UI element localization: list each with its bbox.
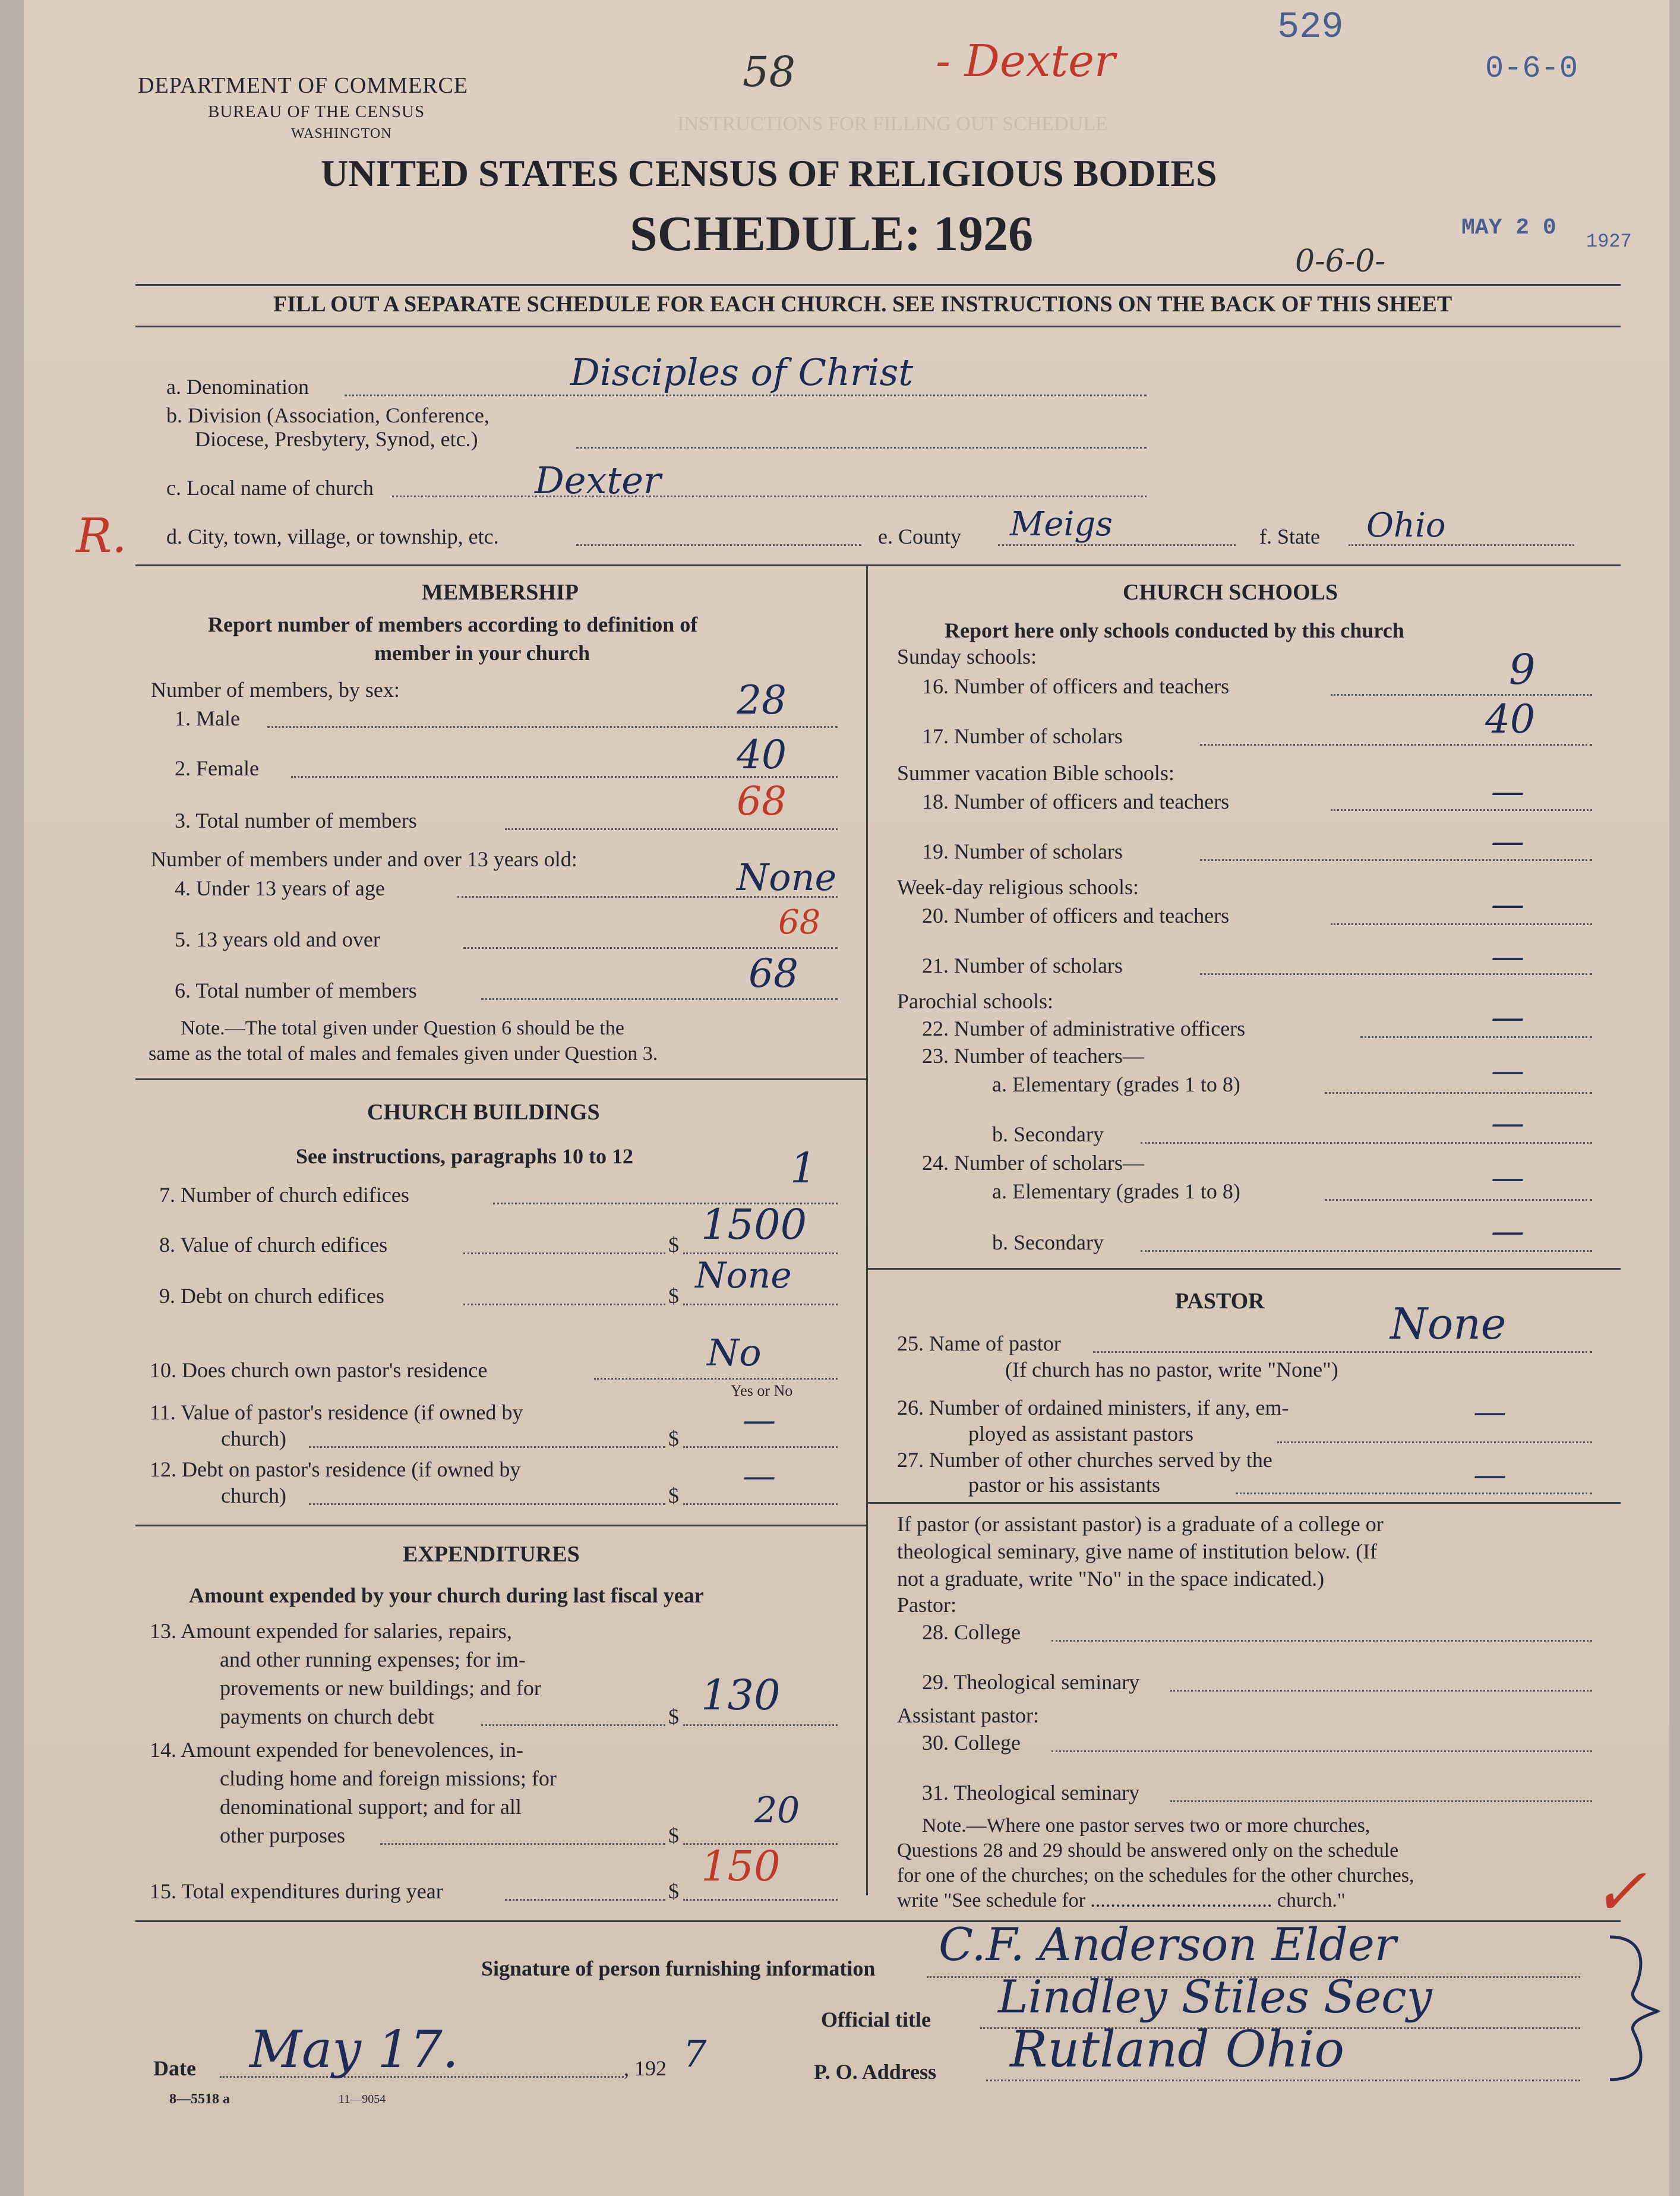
- label-q19: 19. Number of scholars: [922, 840, 1123, 863]
- value-q25-pastor-name: None: [1390, 1299, 1507, 1349]
- label-q14-d: other purposes: [220, 1823, 345, 1847]
- label-q11-b: church): [221, 1427, 286, 1450]
- value-q23-b: —: [1491, 1104, 1524, 1143]
- label-city: d. City, town, village, or township, etc.: [166, 525, 499, 548]
- value-denomination: Disciples of Christ: [570, 351, 914, 394]
- label-q3: 3. Total number of members: [175, 809, 417, 832]
- bleed-through-text: INSTRUCTIONS FOR FILLING OUT SCHEDULE: [677, 113, 1108, 135]
- label-q8: 8. Value of church edifices: [159, 1233, 388, 1257]
- label-q14-c: denominational support; and for all: [220, 1795, 522, 1819]
- label-date: Date: [153, 2056, 196, 2080]
- label-q24-b: b. Secondary: [992, 1230, 1104, 1254]
- dollar-q14: $: [668, 1823, 679, 1847]
- graduate-instr-3: not a graduate, write "No" in the space indicated.): [897, 1567, 1325, 1591]
- buildings-heading: CHURCH BUILDINGS: [367, 1100, 600, 1125]
- value-q24-a: —: [1491, 1159, 1524, 1197]
- dollar-q11: $: [668, 1427, 679, 1450]
- label-year: , 192: [624, 2056, 667, 2080]
- label-q14-b: cluding home and foreign missions; for: [220, 1766, 557, 1790]
- dollar-q12: $: [668, 1484, 679, 1507]
- value-q10-residence: No: [707, 1331, 762, 1374]
- label-q9: 9. Debt on church edifices: [159, 1284, 384, 1308]
- label-parochial: Parochial schools:: [897, 989, 1053, 1013]
- label-q5: 5. 13 years old and over: [175, 927, 380, 951]
- department-name: DEPARTMENT OF COMMERCE: [138, 73, 469, 98]
- label-state: f. State: [1259, 525, 1320, 548]
- value-q27: —: [1473, 1456, 1507, 1494]
- label-q2: 2. Female: [175, 756, 259, 780]
- q25-hint: (If church has no pastor, write "None"): [1005, 1358, 1338, 1381]
- bureau-name: BUREAU OF THE CENSUS: [208, 102, 425, 121]
- label-q21: 21. Number of scholars: [922, 954, 1123, 977]
- value-q2-female: 40: [737, 732, 787, 778]
- value-q24-b: —: [1491, 1212, 1524, 1251]
- dollar-q8: $: [668, 1233, 679, 1257]
- dollar-q13: $: [668, 1705, 679, 1728]
- label-q7: 7. Number of church edifices: [159, 1183, 409, 1207]
- print-number: 11—9054: [339, 2093, 386, 2106]
- label-q6: 6. Total number of members: [175, 979, 417, 1002]
- label-q13-c: provements or new buildings; and for: [220, 1676, 541, 1700]
- annotation-58: 58: [743, 48, 796, 96]
- annotation-r: R.: [76, 508, 127, 563]
- label-q28: 28. College: [922, 1620, 1021, 1644]
- label-county: e. County: [878, 525, 961, 548]
- label-by-sex: Number of members, by sex:: [151, 678, 400, 702]
- value-q23-a: —: [1491, 1052, 1524, 1090]
- label-q13-d: payments on church debt: [220, 1705, 434, 1728]
- label-q27-a: 27. Number of other churches served by the: [897, 1448, 1272, 1472]
- label-q14-a: 14. Amount expended for benevolences, in-: [150, 1738, 523, 1762]
- value-q15-total: 150: [701, 1842, 781, 1891]
- label-q12-a: 12. Debt on pastor's residence (if owned by: [150, 1457, 521, 1481]
- label-q22: 22. Number of administrative officers: [922, 1017, 1246, 1040]
- pastor-note-1: Note.—Where one pastor serves two or more churches,: [922, 1815, 1370, 1837]
- pastor-heading: PASTOR: [1175, 1289, 1265, 1314]
- value-q26: —: [1473, 1393, 1507, 1431]
- label-official-title: Official title: [821, 2008, 931, 2031]
- value-po-address: Rutland Ohio: [1010, 2020, 1345, 2078]
- label-q10: 10. Does church own pastor's residence: [150, 1358, 488, 1382]
- label-q24: 24. Number of scholars—: [922, 1151, 1144, 1175]
- label-q23-a: a. Elementary (grades 1 to 8): [992, 1072, 1240, 1096]
- label-division-1: b. Division (Association, Conference,: [166, 403, 490, 427]
- buildings-sub: See instructions, paragraphs 10 to 12: [296, 1144, 634, 1168]
- label-q11-a: 11. Value of pastor's residence (if owned by: [150, 1400, 523, 1424]
- value-q7-edifices: 1: [790, 1144, 817, 1192]
- label-q24-a: a. Elementary (grades 1 to 8): [992, 1179, 1240, 1203]
- label-q26-a: 26. Number of ordained ministers, if any, em-: [897, 1396, 1289, 1419]
- dollar-q15: $: [668, 1879, 679, 1903]
- value-q5-over-13: 68: [778, 903, 821, 942]
- label-q26-b: ployed as assistant pastors: [968, 1422, 1193, 1446]
- value-year: 7: [683, 2032, 707, 2075]
- pastor-note-3: for one of the churches; on the schedules for the other churches,: [897, 1864, 1414, 1886]
- label-q17: 17. Number of scholars: [922, 724, 1123, 748]
- membership-note-2: same as the total of males and females given under Question 3.: [149, 1043, 658, 1065]
- label-q29: 29. Theological seminary: [922, 1670, 1140, 1694]
- value-date: May 17.: [250, 2020, 459, 2080]
- pastor-note-4: write "See schedule for .................................... church.": [897, 1889, 1346, 1911]
- membership-note-1: Note.—The total given under Question 6 should be the: [181, 1017, 624, 1039]
- instruction-banner: FILL OUT A SEPARATE SCHEDULE FOR EACH CHURCH. SEE INSTRUCTIONS ON THE BACK OF THIS SHEET: [273, 292, 1452, 317]
- label-pastor: Pastor:: [897, 1593, 957, 1617]
- date-stamp-year: 1927: [1586, 231, 1632, 253]
- membership-sub-2: member in your church: [374, 641, 590, 665]
- label-q13-a: 13. Amount expended for salaries, repairs,: [150, 1619, 512, 1643]
- value-q4-under-13: None: [737, 856, 837, 899]
- label-local-name: c. Local name of church: [166, 476, 374, 500]
- form-number: 8—5518 a: [169, 2091, 230, 2107]
- value-q8-value: 1500: [701, 1200, 807, 1249]
- expenditures-heading: EXPENDITURES: [403, 1542, 580, 1567]
- label-q18: 18. Number of officers and teachers: [922, 790, 1230, 813]
- annotation-dexter: - Dexter: [936, 36, 1116, 87]
- annotation-check: ✓: [1592, 1854, 1647, 1930]
- value-county: Meigs: [1010, 505, 1113, 544]
- label-q15: 15. Total expenditures during year: [150, 1879, 443, 1903]
- membership-sub-1: Report number of members according to definition of: [208, 613, 698, 636]
- membership-heading: MEMBERSHIP: [422, 580, 579, 605]
- label-q1: 1. Male: [175, 706, 240, 730]
- city-name: WASHINGTON: [291, 126, 392, 141]
- code-handwritten: 0-6-0-: [1295, 244, 1385, 279]
- form-title: UNITED STATES CENSUS OF RELIGIOUS BODIES: [321, 152, 1217, 194]
- label-sunday: Sunday schools:: [897, 645, 1037, 668]
- label-by-age: Number of members under and over 13 years old:: [151, 847, 577, 871]
- label-q20: 20. Number of officers and teachers: [922, 904, 1230, 927]
- date-stamp: MAY 2 0: [1461, 215, 1556, 241]
- label-signature: Signature of person furnishing information: [481, 1957, 876, 1980]
- value-q11: —: [743, 1401, 776, 1440]
- value-q20: —: [1491, 885, 1524, 924]
- yes-or-no-hint: Yes or No: [731, 1382, 793, 1399]
- label-q25: 25. Name of pastor: [897, 1332, 1061, 1355]
- value-q12: —: [743, 1457, 776, 1495]
- value-q9-debt: None: [695, 1255, 792, 1296]
- graduate-instr-2: theological seminary, give name of institution below. (If: [897, 1539, 1378, 1563]
- value-q3-total: 68: [737, 778, 787, 824]
- graduate-instr-1: If pastor (or assistant pastor) is a graduate of a college or: [897, 1512, 1384, 1536]
- value-q21: —: [1491, 938, 1524, 976]
- value-q1-male: 28: [737, 677, 787, 723]
- value-q17: 40: [1485, 696, 1535, 742]
- code-stamp-top: 0-6-0: [1485, 51, 1578, 86]
- label-weekday: Week-day religious schools:: [897, 875, 1139, 899]
- label-q12-b: church): [221, 1484, 286, 1507]
- label-assistant-pastor: Assistant pastor:: [897, 1703, 1039, 1727]
- brace-mark: [1598, 1931, 1669, 2085]
- value-q19: —: [1491, 822, 1524, 861]
- value-q16: 9: [1509, 645, 1536, 694]
- value-q13: 130: [701, 1671, 781, 1719]
- expenditures-sub: Amount expended by your church during last fiscal year: [189, 1583, 704, 1607]
- label-denomination: a. Denomination: [166, 375, 309, 399]
- value-q22: —: [1491, 998, 1524, 1037]
- label-summer: Summer vacation Bible schools:: [897, 761, 1174, 785]
- value-q14: 20: [754, 1790, 800, 1831]
- value-local-name: Dexter: [535, 459, 661, 502]
- value-official-title: Lindley Stiles Secy: [998, 1970, 1432, 2023]
- dollar-q9: $: [668, 1284, 679, 1308]
- schools-heading: CHURCH SCHOOLS: [1123, 580, 1338, 605]
- value-q18: —: [1491, 772, 1524, 811]
- label-q23-b: b. Secondary: [992, 1122, 1104, 1146]
- schools-sub: Report here only schools conducted by this church: [945, 619, 1404, 642]
- stamp-529: 529: [1277, 6, 1344, 48]
- census-form-page: [24, 0, 1669, 2196]
- label-q31: 31. Theological seminary: [922, 1781, 1140, 1804]
- value-state: Ohio: [1366, 506, 1446, 545]
- pastor-note-2: Questions 28 and 29 should be answered only on the schedule: [897, 1840, 1399, 1861]
- schedule-title: SCHEDULE: 1926: [630, 206, 1034, 261]
- value-signature: C.F. Anderson Elder: [939, 1918, 1397, 1971]
- label-q4: 4. Under 13 years of age: [175, 876, 385, 900]
- label-q16: 16. Number of officers and teachers: [922, 674, 1230, 698]
- label-q23: 23. Number of teachers—: [922, 1044, 1144, 1068]
- label-division-2: Diocese, Presbytery, Synod, etc.): [195, 427, 478, 451]
- label-q27-b: pastor or his assistants: [968, 1473, 1160, 1497]
- label-q13-b: and other running expenses; for im-: [220, 1648, 526, 1671]
- label-po-address: P. O. Address: [814, 2060, 937, 2084]
- label-q30: 30. College: [922, 1731, 1021, 1755]
- value-q6-total: 68: [749, 951, 798, 996]
